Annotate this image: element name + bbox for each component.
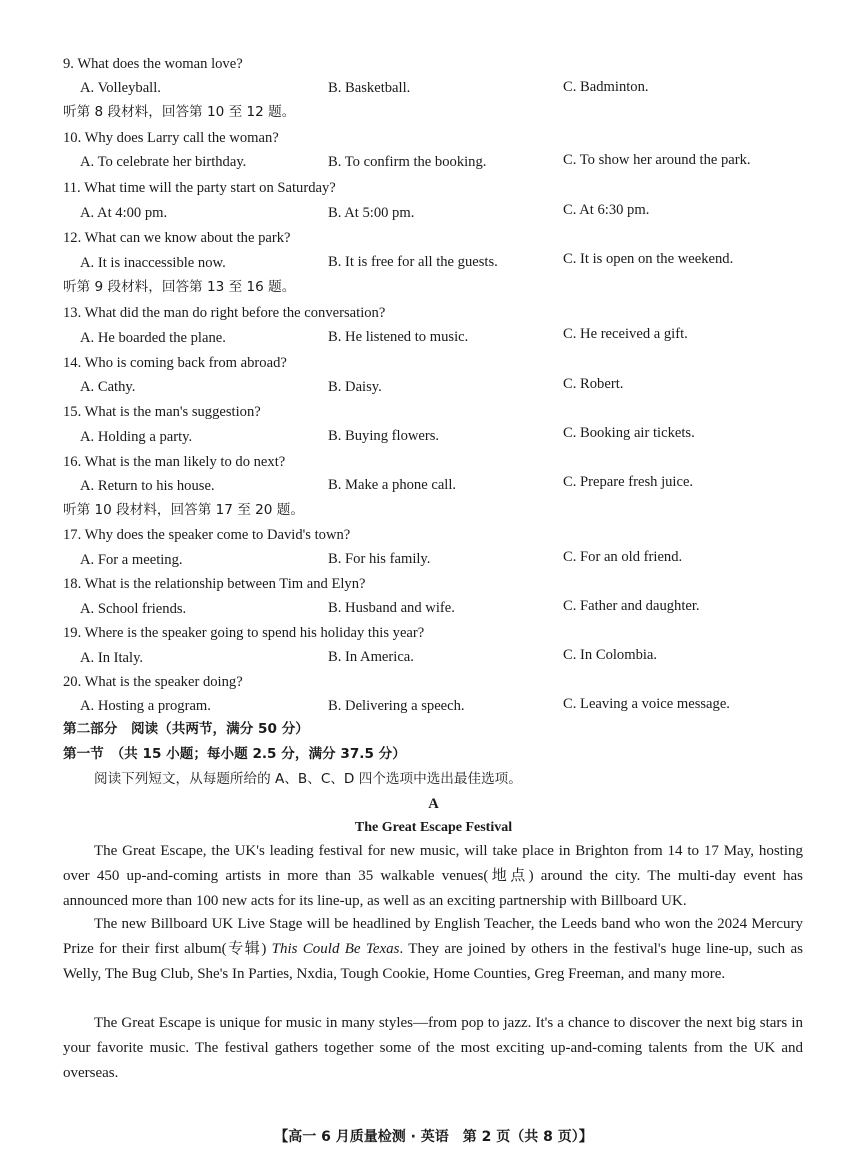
passage-title: The Great Escape Festival [354,820,513,835]
section-header-10: 听第 10 段材料，回答第 17 至 20 题。 [63,502,304,518]
question-11: 11. What time will the party start on Saturday? [63,180,336,196]
option-9a: A. Volleyball. [80,80,161,96]
option-20a: A. Hosting a program. [80,698,211,714]
question-14: 14. Who is coming back from abroad? [63,355,287,371]
option-19c: C. In Colombia. [563,647,658,663]
option-12b: B. It is free for all the guests. [328,254,498,270]
option-17b: B. For his family. [328,551,431,567]
question-12: 12. What can we know about the park? [63,230,291,246]
option-20b: B. Delivering a speech. [328,698,465,714]
option-10b: B. To confirm the booking. [328,154,487,170]
option-12c: C. It is open on the weekend. [563,251,734,267]
option-14b: B. Daisy. [328,379,382,395]
question-18: 18. What is the relationship between Tim and Elyn? [63,576,366,592]
reading-instruction: 阅读下列短文，从每题所给的 A、B、C、D 四个选项中选出最佳选项。 [94,771,522,787]
question-13: 13. What did the man do right before the conversation? [63,305,386,321]
option-9b: B. Basketball. [328,80,411,96]
option-11b: B. At 5:00 pm. [328,205,415,221]
option-16b: B. Make a phone call. [328,477,457,493]
question-15: 15. What is the man's suggestion? [63,404,261,420]
album-title: This Could Be Texas [271,941,400,957]
question-20: 20. What is the speaker doing? [63,674,243,690]
option-20c: C. Leaving a voice message. [563,696,730,712]
section-header-9: 听第 9 段材料，回答第 13 至 16 题。 [63,279,296,295]
p2-text-after: . They are joined by others in the festival's huge line-up, such as Welly, The Bug Club, She's In Parties, Nxdia, Tough Cookie, Home Counties, Greg Freeman, and many more. [63,941,803,982]
option-16a: A. Return to his house. [80,478,215,494]
option-11a: A. At 4:00 pm. [80,205,168,221]
option-13b: B. He listened to music. [328,329,469,345]
option-9c: C. Badminton. [563,79,649,95]
option-19b: B. In America. [328,649,414,665]
option-16c: C. Prepare fresh juice. [563,474,694,490]
question-17: 17. Why does the speaker come to David's town? [63,527,351,543]
page-footer: 【高一 6 月质量检测 · 英语 第 2 页（共 8 页）】 [274,1129,593,1145]
option-10c: C. To show her around the park. [563,152,751,168]
question-10: 10. Why does Larry call the woman? [63,130,279,146]
p2-text-before: The new Billboard UK Live Stage will be headlined by English Teacher, the Leeds band who won the 2024 Mercury Prize for their first album(专辑) [63,916,803,957]
option-15c: C. Booking air tickets. [563,425,695,441]
option-11c: C. At 6:30 pm. [563,202,650,218]
passage-paragraph-3: The Great Escape is unique for music in many styles—from pop to jazz. It's a chance to discover the next big stars in your favorite music. The festival gathers together some of the most exciting up-and-coming talents from the UK and overseas. [63,1015,803,1081]
part2-title: 第二部分 阅读（共两节，满分 50 分） [63,721,309,737]
option-15b: B. Buying flowers. [328,428,440,444]
option-12a: A. It is inaccessible now. [80,255,226,271]
option-18a: A. School friends. [80,601,187,617]
option-17c: C. For an old friend. [563,549,683,565]
section-header-8: 听第 8 段材料，回答第 10 至 12 题。 [63,104,296,120]
option-10a: A. To celebrate her birthday. [80,154,247,170]
question-19: 19. Where is the speaker going to spend his holiday this year? [63,625,425,641]
option-13c: C. He received a gift. [563,326,688,342]
option-18b: B. Husband and wife. [328,600,455,616]
passage-paragraph-1: The Great Escape, the UK's leading festival for new music, will take place in Brighton from 14 to 17 May, hosting over 450 up-and-coming artists in more than 35 walkable venues(地点) around the city. The multi-day event has announced more than 100 new acts for its line-up, as well as an exciting partnership with Billboard UK. [63,843,803,909]
passage-letter: A [428,796,439,812]
section1-title: 第一节 （共 15 小题；每小题 2.5 分，满分 37.5 分） [63,746,406,762]
option-18c: C. Father and daughter. [563,598,700,614]
option-14c: C. Robert. [563,376,624,392]
option-15a: A. Holding a party. [80,429,193,445]
option-17a: A. For a meeting. [80,552,183,568]
question-9: 9. What does the woman love? [63,56,243,72]
option-13a: A. He boarded the plane. [80,330,226,346]
question-16: 16. What is the man likely to do next? [63,454,286,470]
passage-paragraph-2 [63,912,803,987]
option-14a: A. Cathy. [80,379,136,395]
option-19a: A. In Italy. [80,650,144,666]
